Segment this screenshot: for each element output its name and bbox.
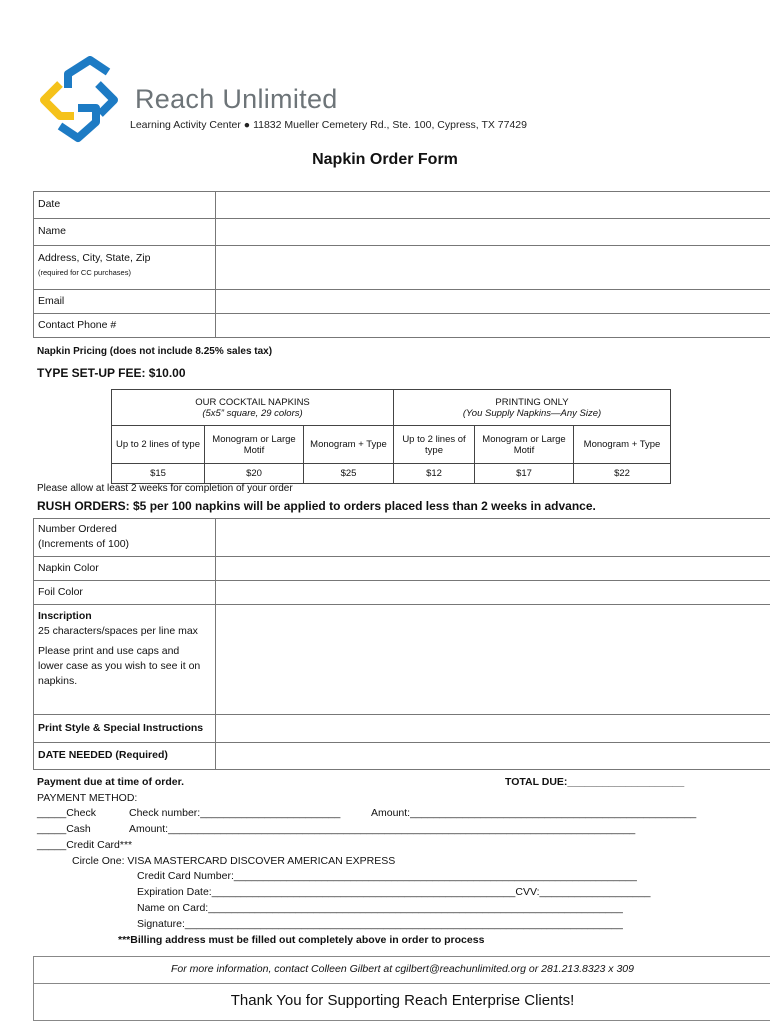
signature-field[interactable]: Signature:___________________________________________________________________________ <box>137 918 623 930</box>
cocktail-napkins-sub: (5x5” square, 29 colors) <box>202 407 303 419</box>
inscription-instruction: Please print and use caps and lower case as you wish to see it on napkins. <box>38 645 201 687</box>
price-col-label: Monogram + Type <box>574 426 671 464</box>
order-table <box>33 518 770 770</box>
contact-footer <box>33 956 770 984</box>
check-option[interactable]: _____Check <box>37 807 96 819</box>
contact-info: For more information, contact Colleen Gilbert at cgilbert@reachunlimited.org or 281.213.8323 x 309 <box>171 963 634 975</box>
billing-note: ***Billing address must be filled out completely above in order to process <box>118 934 485 946</box>
foil-color-label: Foil Color <box>34 581 216 605</box>
check-number-field[interactable]: Check number:________________________ <box>129 807 341 819</box>
date-needed-label: DATE NEEDED (Required) <box>34 743 216 770</box>
allow-note: Please allow at least 2 weeks for completion of your order <box>37 483 293 494</box>
price-value: $12 <box>394 464 475 484</box>
name-label: Name <box>34 219 216 246</box>
address-label: Address, City, State, Zip <box>38 252 151 264</box>
cash-option[interactable]: _____Cash <box>37 823 91 835</box>
brand-name: Reach Unlimited <box>135 84 338 114</box>
inscription-field[interactable] <box>216 605 770 715</box>
address-line: Learning Activity Center ● 11832 Mueller Cemetery Rd., Ste. 100, Cypress, TX 77429 <box>130 119 527 131</box>
name-on-card-field[interactable]: Name on Card:_______________________________________________________________________ <box>137 902 623 914</box>
date-field[interactable] <box>216 192 770 219</box>
rush-note: RUSH ORDERS: $5 per 100 napkins will be applied to orders placed less than 2 weeks in advance. <box>37 499 596 513</box>
price-value: $20 <box>205 464 304 484</box>
date-label: Date <box>34 192 216 219</box>
cash-amount-field[interactable]: Amount:________________________________________________________________________________ <box>129 823 636 835</box>
inscription-limit: 25 characters/spaces per line max <box>38 625 198 637</box>
napkin-color-label: Napkin Color <box>34 557 216 581</box>
price-col-label: Monogram or Large Motif <box>475 426 574 464</box>
price-col-label: Up to 2 lines of type <box>112 426 205 464</box>
price-value: $15 <box>112 464 205 484</box>
payment-method-label: PAYMENT METHOD: <box>37 792 138 804</box>
print-style-field[interactable] <box>216 715 770 743</box>
price-col-label: Monogram or Large Motif <box>205 426 304 464</box>
reach-unlimited-logo-icon <box>38 56 132 146</box>
card-type-options[interactable]: Circle One: VISA MASTERCARD DISCOVER AMERICAN EXPRESS <box>72 855 396 867</box>
cocktail-napkins-title: OUR COCKTAIL NAPKINS <box>195 396 310 408</box>
form-title: Napkin Order Form <box>312 151 458 168</box>
expiration-cvv-field[interactable]: Expiration Date:____________________________________________________CVV:___________________ <box>137 886 651 898</box>
thanks-footer <box>33 983 770 1021</box>
pricing-table <box>111 389 671 484</box>
address-note: (required for CC purchases) <box>38 268 131 277</box>
credit-card-option[interactable]: _____Credit Card*** <box>37 839 133 851</box>
email-label: Email <box>34 290 216 314</box>
number-ordered-note: (Increments of 100) <box>38 538 130 550</box>
address-field[interactable] <box>216 246 770 290</box>
name-field[interactable] <box>216 219 770 246</box>
email-field[interactable] <box>216 290 770 314</box>
printing-only-sub: (You Supply Napkins—Any Size) <box>462 407 602 419</box>
phone-label: Contact Phone # <box>34 314 216 338</box>
payment-due: Payment due at time of order. <box>37 776 185 788</box>
price-value: $25 <box>304 464 394 484</box>
phone-field[interactable] <box>216 314 770 338</box>
setup-fee: TYPE SET-UP FEE: $10.00 <box>37 366 186 380</box>
print-style-label: Print Style & Special Instructions <box>34 715 216 743</box>
price-value: $22 <box>574 464 671 484</box>
number-ordered-label: Number Ordered <box>38 523 117 535</box>
date-needed-field[interactable] <box>216 743 770 770</box>
check-amount-field[interactable]: Amount:_________________________________________________ <box>371 807 697 819</box>
price-col-label: Up to 2 lines of type <box>394 426 475 464</box>
price-col-label: Monogram + Type <box>304 426 394 464</box>
price-value: $17 <box>475 464 574 484</box>
contact-table <box>33 191 770 338</box>
foil-color-field[interactable] <box>216 581 770 605</box>
thank-you-message: Thank You for Supporting Reach Enterprise Clients! <box>230 992 575 1009</box>
printing-only-title: PRINTING ONLY <box>495 396 569 408</box>
cc-number-field[interactable]: Credit Card Number:_____________________________________________________________________ <box>137 870 637 882</box>
inscription-label: Inscription <box>38 610 92 622</box>
napkin-color-field[interactable] <box>216 557 770 581</box>
pricing-heading: Napkin Pricing (does not include 8.25% sales tax) <box>37 346 273 357</box>
number-ordered-field[interactable] <box>216 519 770 557</box>
total-due[interactable]: TOTAL DUE:____________________ <box>505 776 685 788</box>
